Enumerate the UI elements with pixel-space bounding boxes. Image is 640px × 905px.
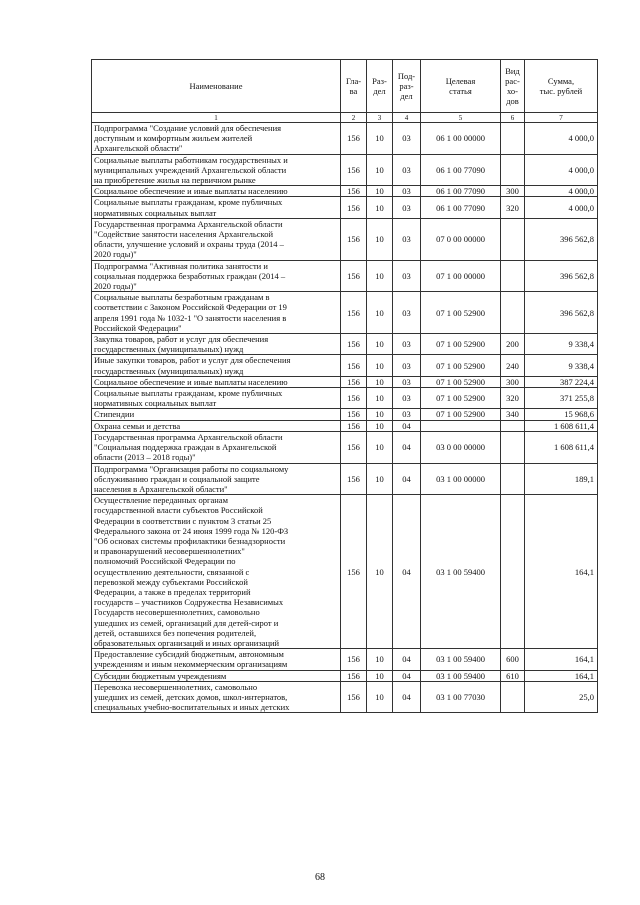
colnum-3: 3	[367, 113, 393, 123]
row-target-article: 03 1 00 77030	[421, 681, 501, 713]
page-number: 68	[315, 872, 325, 883]
header-row	[92, 60, 598, 113]
row-glava: 156	[341, 649, 367, 670]
row-podrazdel: 03	[393, 292, 421, 334]
table-row	[92, 292, 598, 334]
row-target-article: 03 1 00 59400	[421, 670, 501, 681]
row-target-article: 07 1 00 52900	[421, 334, 501, 355]
row-target-article: 07 1 00 52900	[421, 376, 501, 387]
row-expense-type: 600	[501, 649, 525, 670]
row-podrazdel: 03	[393, 260, 421, 292]
row-podrazdel: 04	[393, 670, 421, 681]
row-razdel: 10	[367, 186, 393, 197]
row-razdel: 10	[367, 463, 393, 495]
row-glava: 156	[341, 681, 367, 713]
row-glava: 156	[341, 197, 367, 218]
row-podrazdel: 03	[393, 355, 421, 376]
row-target-article	[421, 420, 501, 431]
colnum-4: 4	[393, 113, 421, 123]
row-podrazdel: 03	[393, 376, 421, 387]
row-name: Закупка товаров, работ и услуг для обеспечения государственных (муниципальных) нужд	[92, 334, 341, 355]
colnum-2: 2	[341, 113, 367, 123]
table-row	[92, 681, 598, 713]
row-target-article: 03 1 00 59400	[421, 495, 501, 649]
row-glava: 156	[341, 334, 367, 355]
row-target-article: 07 1 00 52900	[421, 355, 501, 376]
colnum-5: 5	[421, 113, 501, 123]
colnum-7: 7	[525, 113, 598, 123]
row-sum: 1 608 611,4	[525, 420, 598, 431]
row-sum: 164,1	[525, 495, 598, 649]
row-podrazdel: 04	[393, 420, 421, 431]
row-sum: 189,1	[525, 463, 598, 495]
row-razdel: 10	[367, 495, 393, 649]
row-expense-type	[501, 292, 525, 334]
row-sum: 1 608 611,4	[525, 431, 598, 463]
row-name: Социальные выплаты работникам государственных и муниципальных учреждений Архангельской области на приобретение жилья на первичном рынке	[92, 154, 341, 186]
row-expense-type	[501, 495, 525, 649]
row-razdel: 10	[367, 388, 393, 409]
row-target-article: 06 1 00 77090	[421, 186, 501, 197]
row-razdel: 10	[367, 334, 393, 355]
row-sum: 9 338,4	[525, 334, 598, 355]
row-name: Социальное обеспечение и иные выплаты населению	[92, 186, 341, 197]
table-row	[92, 123, 598, 155]
table-row	[92, 431, 598, 463]
row-podrazdel: 03	[393, 154, 421, 186]
row-name: Предоставление субсидий бюджетным, автономным учреждениям и иным некоммерческим организациям	[92, 649, 341, 670]
row-sum: 371 255,8	[525, 388, 598, 409]
row-expense-type: 320	[501, 388, 525, 409]
row-podrazdel: 04	[393, 681, 421, 713]
row-sum: 164,1	[525, 670, 598, 681]
row-name: Стипендии	[92, 409, 341, 420]
row-sum: 396 562,8	[525, 260, 598, 292]
row-glava: 156	[341, 218, 367, 260]
row-podrazdel: 03	[393, 218, 421, 260]
row-podrazdel: 03	[393, 334, 421, 355]
row-name: Подпрограмма "Организация работы по социальному обслуживанию граждан и социальной защите населения в Архангельской области"	[92, 463, 341, 495]
table-row	[92, 218, 598, 260]
row-expense-type	[501, 123, 525, 155]
row-target-article: 06 1 00 00000	[421, 123, 501, 155]
row-razdel: 10	[367, 218, 393, 260]
row-expense-type: 300	[501, 186, 525, 197]
row-razdel: 10	[367, 292, 393, 334]
row-glava: 156	[341, 186, 367, 197]
row-target-article: 06 1 00 77090	[421, 197, 501, 218]
row-glava: 156	[341, 154, 367, 186]
table-row	[92, 649, 598, 670]
row-sum: 4 000,0	[525, 197, 598, 218]
row-razdel: 10	[367, 409, 393, 420]
row-glava: 156	[341, 376, 367, 387]
row-expense-type: 200	[501, 334, 525, 355]
row-glava: 156	[341, 420, 367, 431]
row-glava: 156	[341, 388, 367, 409]
row-expense-type	[501, 154, 525, 186]
table-row	[92, 355, 598, 376]
row-expense-type	[501, 218, 525, 260]
row-podrazdel: 03	[393, 388, 421, 409]
row-name: Подпрограмма "Активная политика занятости и социальная поддержка безработных граждан (2014 – 2020 годы)"	[92, 260, 341, 292]
row-name: Иные закупки товаров, работ и услуг для обеспечения государственных (муниципальных) нужд	[92, 355, 341, 376]
row-target-article: 03 0 00 00000	[421, 431, 501, 463]
row-name: Социальные выплаты гражданам, кроме публичных нормативных социальных выплат	[92, 388, 341, 409]
row-razdel: 10	[367, 260, 393, 292]
table-row	[92, 463, 598, 495]
row-sum: 387 224,4	[525, 376, 598, 387]
row-name: Социальные выплаты безработным гражданам в соответствии с Законом Российской Федерации от 19 апреля 1991 года № 1032-1 "О занятости населения в Российской Федерации"	[92, 292, 341, 334]
budget-table-sheet	[91, 59, 597, 713]
table-row	[92, 495, 598, 649]
table-row	[92, 376, 598, 387]
table-row	[92, 186, 598, 197]
table-row	[92, 334, 598, 355]
table-row	[92, 420, 598, 431]
row-razdel: 10	[367, 681, 393, 713]
row-razdel: 10	[367, 649, 393, 670]
row-razdel: 10	[367, 197, 393, 218]
row-sum: 4 000,0	[525, 154, 598, 186]
row-target-article: 03 1 00 59400	[421, 649, 501, 670]
row-target-article: 03 1 00 00000	[421, 463, 501, 495]
row-glava: 156	[341, 409, 367, 420]
row-sum: 396 562,8	[525, 218, 598, 260]
header-vid: Вид рас- хо- дов	[501, 60, 525, 113]
row-podrazdel: 04	[393, 649, 421, 670]
row-expense-type: 340	[501, 409, 525, 420]
table-row	[92, 388, 598, 409]
row-glava: 156	[341, 260, 367, 292]
row-target-article: 07 1 00 00000	[421, 260, 501, 292]
row-sum: 4 000,0	[525, 186, 598, 197]
column-number-row	[92, 113, 598, 123]
row-glava: 156	[341, 355, 367, 376]
header-razdel: Раз- дел	[367, 60, 393, 113]
table-header	[92, 60, 598, 123]
row-glava: 156	[341, 123, 367, 155]
row-razdel: 10	[367, 670, 393, 681]
row-name: Подпрограмма "Создание условий для обеспечения доступным и комфортным жильем жителей Архангельской области"	[92, 123, 341, 155]
row-name: Субсидии бюджетным учреждениям	[92, 670, 341, 681]
row-expense-type	[501, 420, 525, 431]
row-name: Перевозка несовершеннолетних, самовольно ушедших из семей, детских домов, школ-интернатов, специальных учебно-воспитательных и иных детских	[92, 681, 341, 713]
row-razdel: 10	[367, 123, 393, 155]
row-name: Государственная программа Архангельской области "Содействие занятости населения Архангельской области, улучшение условий и охраны труда (2014 – 2020 годы)"	[92, 218, 341, 260]
colnum-1: 1	[92, 113, 341, 123]
row-glava: 156	[341, 292, 367, 334]
row-razdel: 10	[367, 154, 393, 186]
row-target-article: 07 1 00 52900	[421, 292, 501, 334]
row-expense-type: 240	[501, 355, 525, 376]
row-podrazdel: 03	[393, 186, 421, 197]
header-glava: Гла- ва	[341, 60, 367, 113]
row-target-article: 07 1 00 52900	[421, 388, 501, 409]
row-sum: 4 000,0	[525, 123, 598, 155]
row-glava: 156	[341, 670, 367, 681]
row-expense-type: 320	[501, 197, 525, 218]
row-podrazdel: 03	[393, 197, 421, 218]
row-name: Социальное обеспечение и иные выплаты населению	[92, 376, 341, 387]
colnum-6: 6	[501, 113, 525, 123]
row-expense-type	[501, 431, 525, 463]
row-razdel: 10	[367, 355, 393, 376]
row-expense-type: 300	[501, 376, 525, 387]
row-expense-type	[501, 260, 525, 292]
row-razdel: 10	[367, 376, 393, 387]
row-sum: 15 968,6	[525, 409, 598, 420]
row-glava: 156	[341, 495, 367, 649]
row-glava: 156	[341, 463, 367, 495]
table-row	[92, 197, 598, 218]
row-sum: 9 338,4	[525, 355, 598, 376]
row-expense-type	[501, 681, 525, 713]
row-podrazdel: 04	[393, 463, 421, 495]
table-row	[92, 154, 598, 186]
row-expense-type	[501, 463, 525, 495]
table-body	[92, 123, 598, 713]
row-target-article: 07 1 00 52900	[421, 409, 501, 420]
budget-table	[91, 59, 598, 713]
row-sum: 164,1	[525, 649, 598, 670]
header-sum: Сумма, тыс. рублей	[525, 60, 598, 113]
row-podrazdel: 03	[393, 409, 421, 420]
row-podrazdel: 03	[393, 123, 421, 155]
row-sum: 25,0	[525, 681, 598, 713]
header-target: Целевая статья	[421, 60, 501, 113]
row-glava: 156	[341, 431, 367, 463]
table-row	[92, 260, 598, 292]
row-sum: 396 562,8	[525, 292, 598, 334]
row-razdel: 10	[367, 420, 393, 431]
table-row	[92, 670, 598, 681]
row-podrazdel: 04	[393, 431, 421, 463]
row-expense-type: 610	[501, 670, 525, 681]
row-target-article: 07 0 00 00000	[421, 218, 501, 260]
row-name: Социальные выплаты гражданам, кроме публичных нормативных социальных выплат	[92, 197, 341, 218]
header-podrazdel: Под- раз- дел	[393, 60, 421, 113]
header-name: Наименование	[92, 60, 341, 113]
row-name: Осуществление переданных органам государственной власти субъектов Российской Федерации в соответствии с пунктом 3 статьи 25 Федерального закона от 24 июня 1999 года № 120-ФЗ "Об основах системы профилактики безнадзорности и правонарушений несовершеннолетних" полномочий Российской Федерации по осуществлению деятельности, связанной с перевозкой между субъектами Российской Федерации, а также в пределах территорий государств – участников Содружества Независимых Государств несовершеннолетних, самовольно ушедших из семей, организаций для детей-сирот и детей, оставшихся без попечения родителей, образовательных организаций и иных организаций	[92, 495, 341, 649]
row-razdel: 10	[367, 431, 393, 463]
row-podrazdel: 04	[393, 495, 421, 649]
row-name: Государственная программа Архангельской области "Социальная поддержка граждан в Архангельской области (2013 – 2018 годы)"	[92, 431, 341, 463]
row-target-article: 06 1 00 77090	[421, 154, 501, 186]
row-name: Охрана семьи и детства	[92, 420, 341, 431]
table-row	[92, 409, 598, 420]
